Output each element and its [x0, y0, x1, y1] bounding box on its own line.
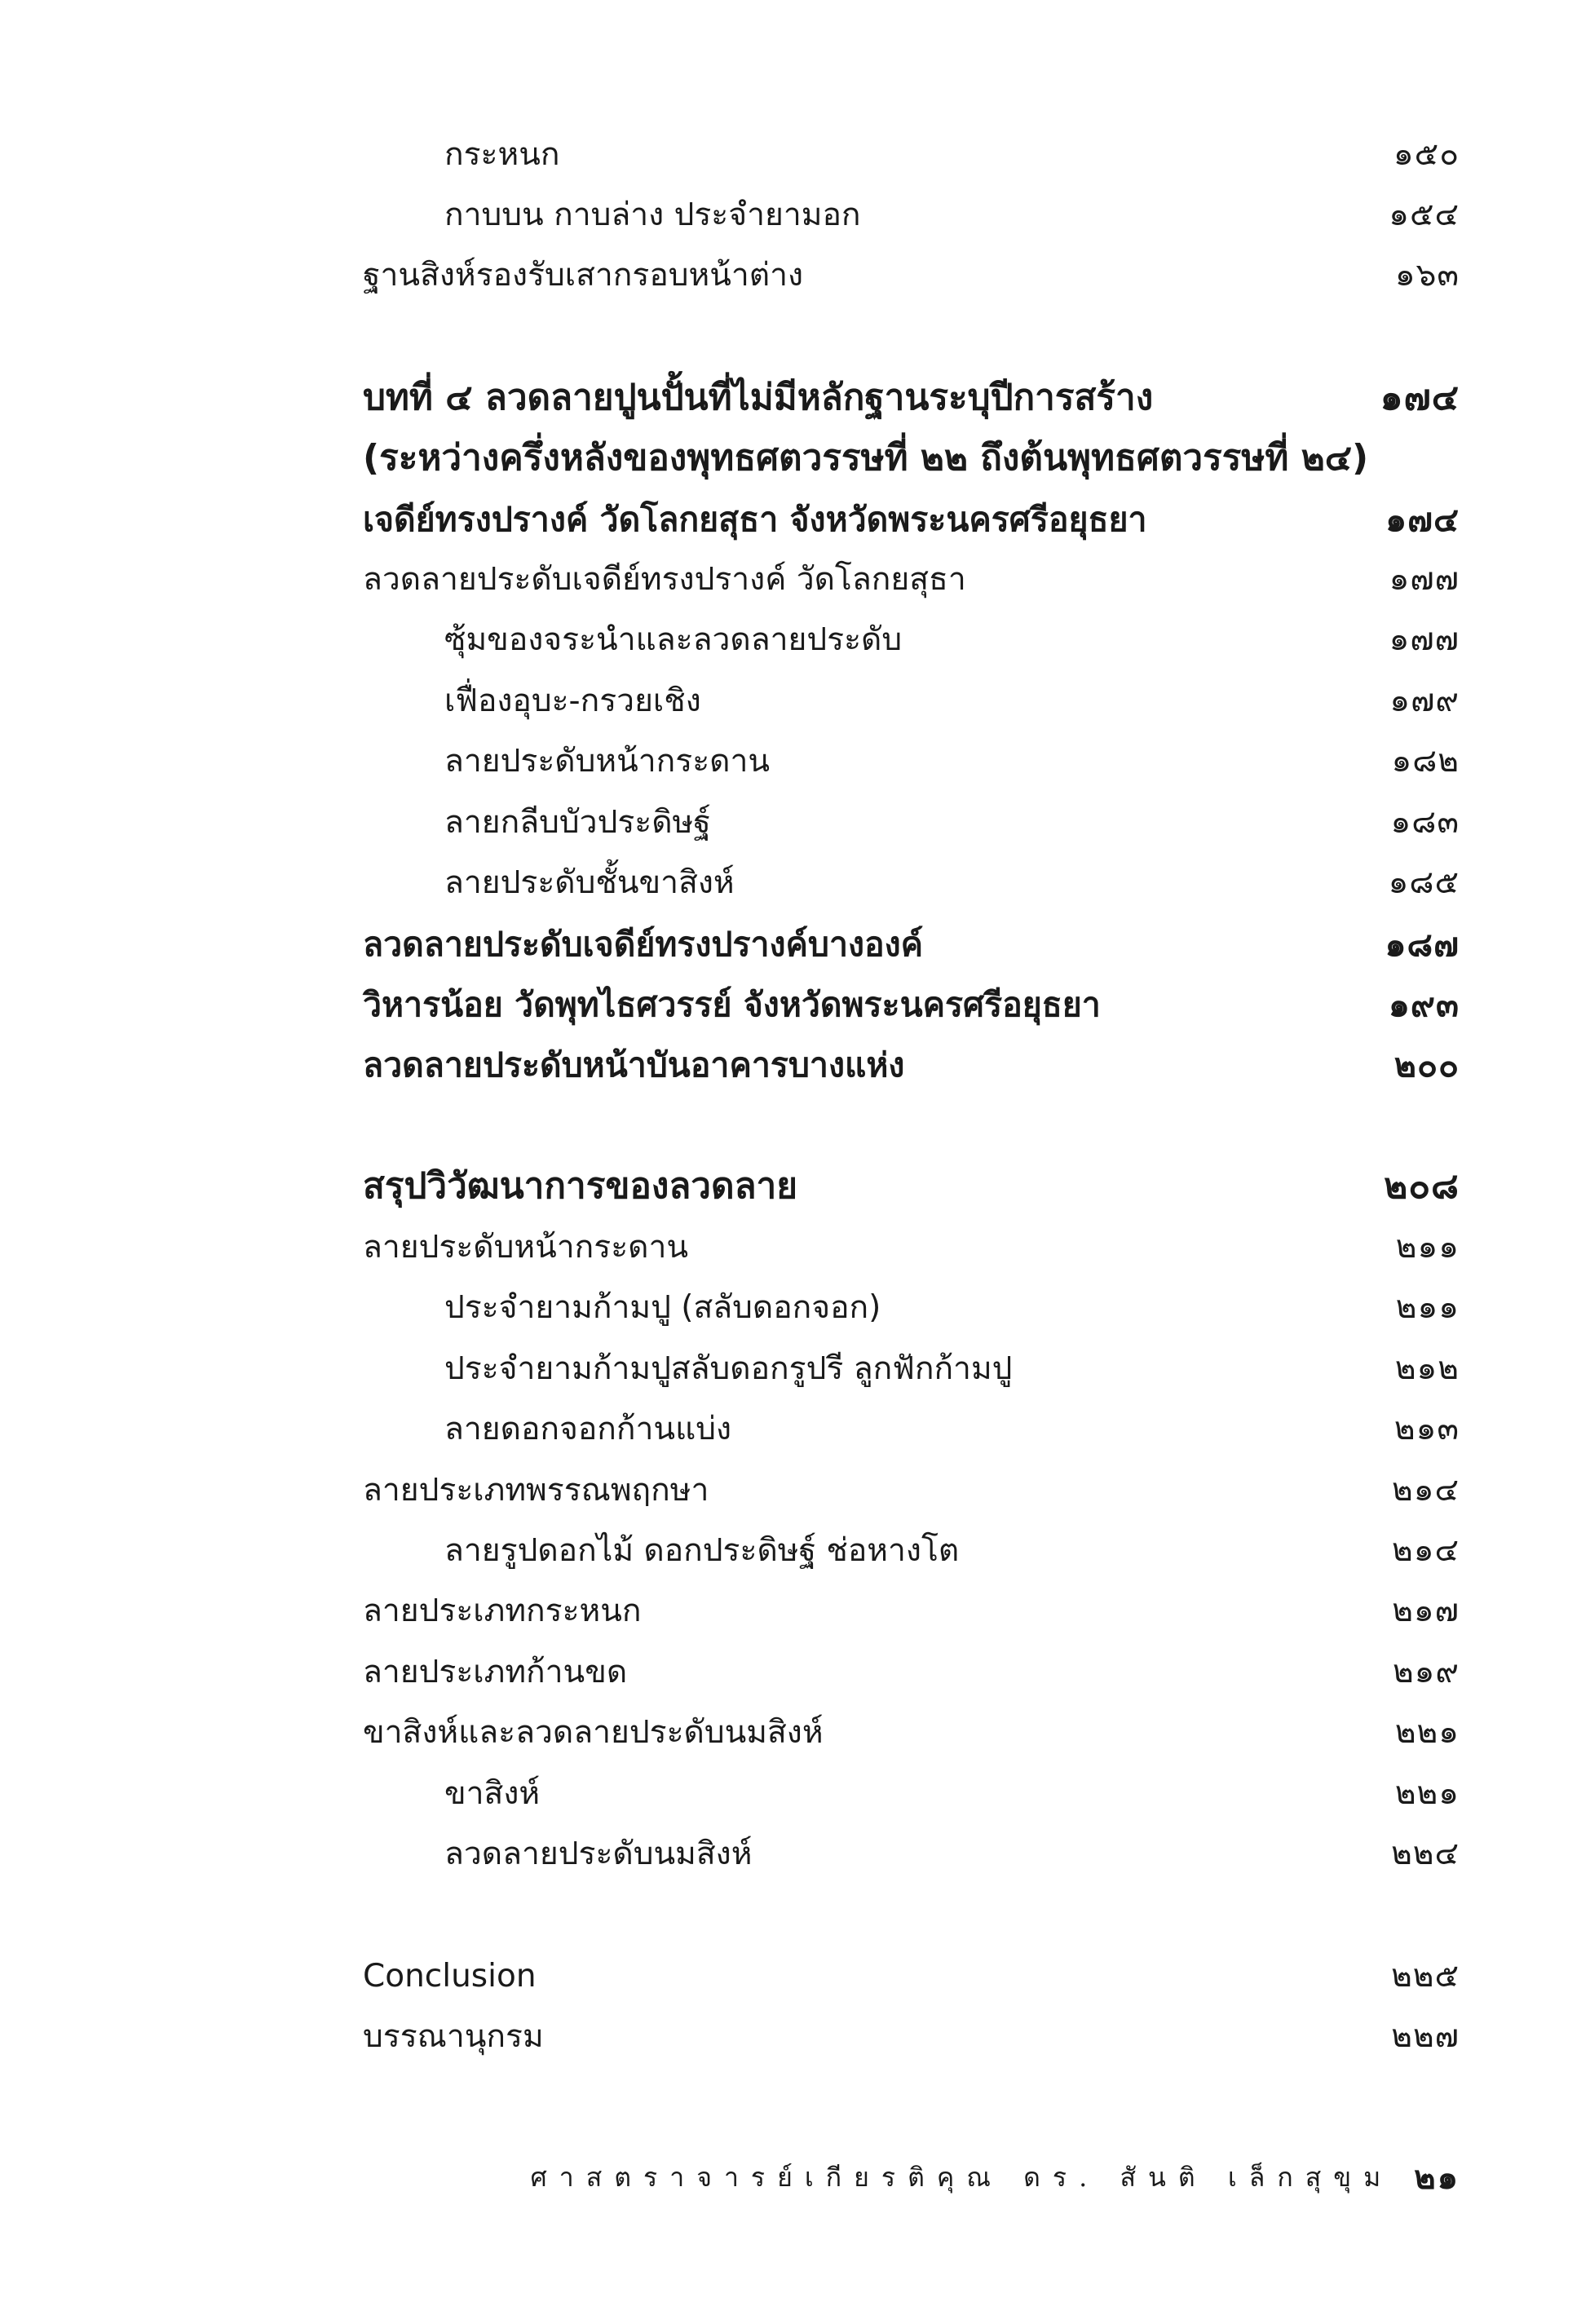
- toc-entry-title: ลายประเภทกระหนก: [363, 1593, 642, 1629]
- toc-entry: [363, 1279, 1460, 1337]
- toc-entry-title: กระหนก: [444, 136, 560, 173]
- toc-entry-title: ขาสิงห์: [444, 1775, 541, 1812]
- toc-entry: [363, 1400, 1460, 1459]
- toc-entry-page: ๒๒๕: [1391, 1958, 1460, 1995]
- toc-section: [363, 490, 1460, 549]
- chapter-page: ๑๗๔: [1380, 377, 1460, 418]
- toc-entry-title: ลายกลีบบัวประดิษฐ์: [444, 804, 711, 841]
- toc-section-title: วิหารน้อย วัดพุทไธศวรรย์ จังหวัดพระนครศรีอยุธยา: [363, 985, 1101, 1024]
- toc-entry: [363, 2008, 1460, 2066]
- toc-entry-page: ๒๑๔: [1392, 1472, 1460, 1509]
- toc-entry: [363, 126, 1460, 184]
- toc-entry: [363, 1947, 1460, 2006]
- toc-entry-page: ๑๗๗: [1389, 621, 1460, 658]
- toc-entry-page: ๒๑๑: [1395, 1229, 1460, 1266]
- toc-entry-title: ขาสิงห์และลวดลายประดับนมสิงห์: [363, 1714, 824, 1751]
- toc-entry-title: ลายรูปดอกไม้ ดอกประดิษฐ์ ช่อหางโต: [444, 1532, 960, 1569]
- chapter-title: บทที่ ๔ ลวดลายปูนปั้นที่ไม่มีหลักฐานระบุปีการสร้าง: [363, 377, 1154, 418]
- toc-entry: [363, 1218, 1460, 1277]
- toc-entry-page: ๑๕๐: [1393, 136, 1460, 173]
- toc-section-page: ๒๐๐: [1393, 1045, 1460, 1085]
- toc-entry: [363, 186, 1460, 245]
- toc-entry-page: ๑๕๔: [1389, 197, 1460, 233]
- toc-entry: [363, 1703, 1460, 1762]
- footer-author: ศาสตราจารย์เกียรติคุณ ดร. สันติ เล็กสุขุม: [530, 2161, 1393, 2193]
- toc-entry: [363, 854, 1460, 912]
- toc-entry: [363, 793, 1460, 852]
- toc-entry: [363, 672, 1460, 731]
- toc-entry-page: ๑๖๓: [1394, 257, 1460, 294]
- toc-entry-page: ๒๑๙: [1392, 1654, 1460, 1690]
- toc-entry-page: ๒๑๒: [1394, 1350, 1460, 1387]
- toc-entry: [363, 732, 1460, 791]
- toc-section-page: ๑๘๗: [1385, 925, 1460, 964]
- toc-section: [363, 975, 1460, 1034]
- toc-entry-page: ๑๘๓: [1390, 804, 1460, 841]
- chapter-subtitle-text: (ระหว่างครึ่งหลังของพุทธศตวรรษที่ ๒๒ ถึงต้นพุทธศตวรรษที่ ๒๔): [363, 437, 1369, 479]
- toc-entry: [363, 550, 1460, 609]
- toc-entry-title: เฟื่องอุบะ-กรวยเชิง: [444, 683, 701, 719]
- toc-section: [363, 915, 1460, 974]
- toc-entry-page: ๒๒๑: [1394, 1714, 1460, 1751]
- toc-entry-title: ลายประดับชั้นขาสิงห์: [444, 864, 735, 901]
- toc-entry-page: ๑๗๙: [1389, 683, 1460, 719]
- toc-section-title: ลวดลายประดับเจดีย์ทรงปรางค์บางองค์: [363, 925, 924, 964]
- toc-entry-title: ลายประดับหน้ากระดาน: [363, 1229, 689, 1266]
- toc-entry: [363, 1643, 1460, 1702]
- chapter-heading: [363, 369, 1460, 427]
- toc-entry-title: ลายประเภทพรรณพฤกษา: [363, 1472, 709, 1509]
- toc-section-title: ลวดลายประดับหน้าบันอาคารบางแห่ง: [363, 1045, 905, 1085]
- footer-page-number: ๒๑: [1414, 2158, 1460, 2197]
- toc-entry-title: ซุ้มของจระนำและลวดลายประดับ: [444, 621, 903, 658]
- toc-entry: [363, 611, 1460, 669]
- toc-entry-page: ๒๑๗: [1392, 1593, 1460, 1629]
- toc-entry: [363, 1825, 1460, 1884]
- toc-entry: [363, 1582, 1460, 1641]
- toc-entry-title: ประจำยามก้ามปู (สลับดอกจอก): [444, 1289, 881, 1326]
- toc-section: [363, 1036, 1460, 1094]
- toc-entry-title: ลายดอกจอกก้านแบ่ง: [444, 1411, 732, 1447]
- toc-section-page: ๑๙๓: [1388, 985, 1460, 1024]
- toc-entry: [363, 1461, 1460, 1520]
- toc-entry-title: ฐานสิงห์รองรับเสากรอบหน้าต่าง: [363, 257, 804, 294]
- toc-entry-page: ๑๘๕: [1388, 864, 1460, 901]
- toc-entry-page: ๒๑๓: [1393, 1411, 1460, 1447]
- toc-entry: [363, 1340, 1460, 1398]
- toc-entry-title: บรรณานุกรม: [363, 2018, 544, 2055]
- toc-entry-title: Conclusion: [363, 1958, 537, 1995]
- chapter-subtitle: [363, 429, 1460, 488]
- toc-entry: [363, 1765, 1460, 1823]
- toc-entry-page: ๑๗๗: [1389, 561, 1460, 598]
- toc-entry-title: ลวดลายประดับนมสิงห์: [444, 1836, 753, 1872]
- toc-entry-title: ประจำยามก้ามปูสลับดอกรูปรี ลูกฟักก้ามปู: [444, 1350, 1013, 1387]
- toc-entry-page: ๒๑๑: [1395, 1289, 1460, 1326]
- toc-entry: [363, 1522, 1460, 1580]
- toc-entry-title: ลวดลายประดับเจดีย์ทรงปรางค์ วัดโลกยสุธา: [363, 561, 966, 598]
- page-footer: [530, 2154, 1460, 2200]
- chapter-title: สรุปวิวัฒนาการของลวดลาย: [363, 1165, 798, 1207]
- toc-entry: [363, 246, 1460, 305]
- toc-section-title: เจดีย์ทรงปรางค์ วัดโลกยสุธา จังหวัดพระนครศรีอยุธยา: [363, 500, 1147, 539]
- toc-entry-page: ๒๒๑: [1394, 1775, 1460, 1812]
- toc-entry-title: กาบบน กาบล่าง ประจำยามอก: [444, 197, 861, 233]
- toc-entry-title: ลายประเภทก้านขด: [363, 1654, 628, 1690]
- toc-entry-page: ๒๒๗: [1391, 2018, 1460, 2055]
- toc-entry-title: ลายประดับหน้ากระดาน: [444, 743, 771, 780]
- chapter-page: ๒๐๘: [1384, 1165, 1460, 1207]
- toc-entry-page: ๒๑๔: [1392, 1532, 1460, 1569]
- toc-entry-page: ๑๘๒: [1391, 743, 1460, 780]
- toc-entry-page: ๒๒๔: [1391, 1836, 1460, 1872]
- toc-section-page: ๑๗๔: [1385, 500, 1460, 539]
- chapter-heading: [363, 1157, 1460, 1216]
